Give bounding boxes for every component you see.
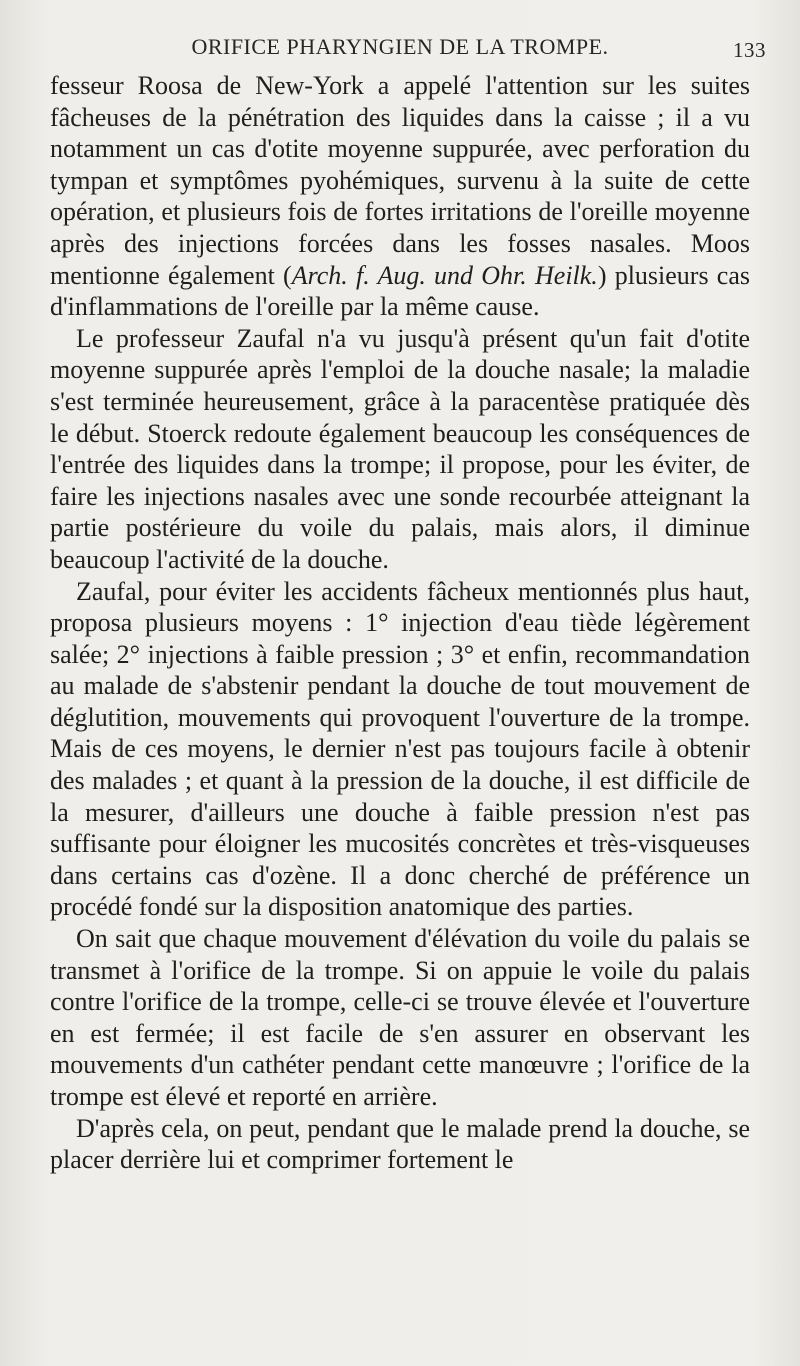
journal-citation: Arch. f. Aug. und Ohr. Heilk. xyxy=(291,260,598,290)
paragraph-4: On sait que chaque mouvement d'élévation du voile du palais se transmet à l'orifice de la trompe. Si on appuie le voile du palais contre l'orifice de la trompe, celle-ci se trouve élevée et l'ouverture en est fermée; il est facile de s'en assurer en observant les mouvements d'un cathéter pendant cette manœuvre ; l'orifice de la trompe est élevé et reporté en arrière. xyxy=(50,924,750,1111)
running-title: ORIFICE PHARYNGIEN DE LA TROMPE. xyxy=(191,34,609,59)
paragraph-1 xyxy=(50,70,750,323)
running-head xyxy=(50,26,766,70)
paragraph-5: D'après cela, on peut, pendant que le malade prend la douche, se placer derrière lui et comprimer fortement le xyxy=(50,1113,750,1175)
paragraph-2: Le professeur Zaufal n'a vu jusqu'à présent qu'un fait d'otite moyenne suppurée après l'emploi de la douche nasale; la maladie s'est terminée heureusement, grâce à la paracentèse pratiquée dès le début. Stoerck redoute également beaucoup les conséquences de l'entrée des liquides dans la trompe; il propose, pour les éviter, de faire les injections nasales avec une sonde recourbée atteignant la partie postérieure du voile du palais, mais alors, il diminue beaucoup l'activité de la douche. xyxy=(50,323,750,574)
paragraph-3: Zaufal, pour éviter les accidents fâcheux mentionnés plus haut, proposa plusieurs moyens : 1° injection d'eau tiède légèrement salée; 2° injections à faible pression ; 3° et enfin, recommandation au malade de s'abstenir pendant la douche de tout mouvement de déglutition, mouvements qui provoquent l'ouverture de la trompe. Mais de ces moyens, le dernier n'est pas toujours facile à obtenir des malades ; et quant à la pression de la douche, il est difficile de la mesurer, d'ailleurs une douche à faible pression n'est pas suffisante pour éloigner les mucosités concrètes et très-visqueuses dans certains cas d'ozène. Il a donc cherché de préférence un procédé fondé sur la disposition anatomique des parties. xyxy=(50,576,750,922)
page-number: 133 xyxy=(733,38,766,62)
paragraph-1-text-c: ) plusieurs cas d'inflammations de l'oreille par la même cause. xyxy=(50,260,750,322)
body-text xyxy=(50,70,750,1176)
paragraph-1-text-a: fesseur Roosa de New-York a appelé l'attention sur les suites fâcheuses de la pénétration des liquides dans la caisse ; il a vu notamment un cas d'otite moyenne suppurée, avec perforation du tympan et symptômes pyohémiques, survenu à la suite de cette opération, et plusieurs fois de fortes irritations de l'oreille moyenne après des injections forcées dans les fosses nasales. Moos mentionne également ( xyxy=(50,71,750,290)
